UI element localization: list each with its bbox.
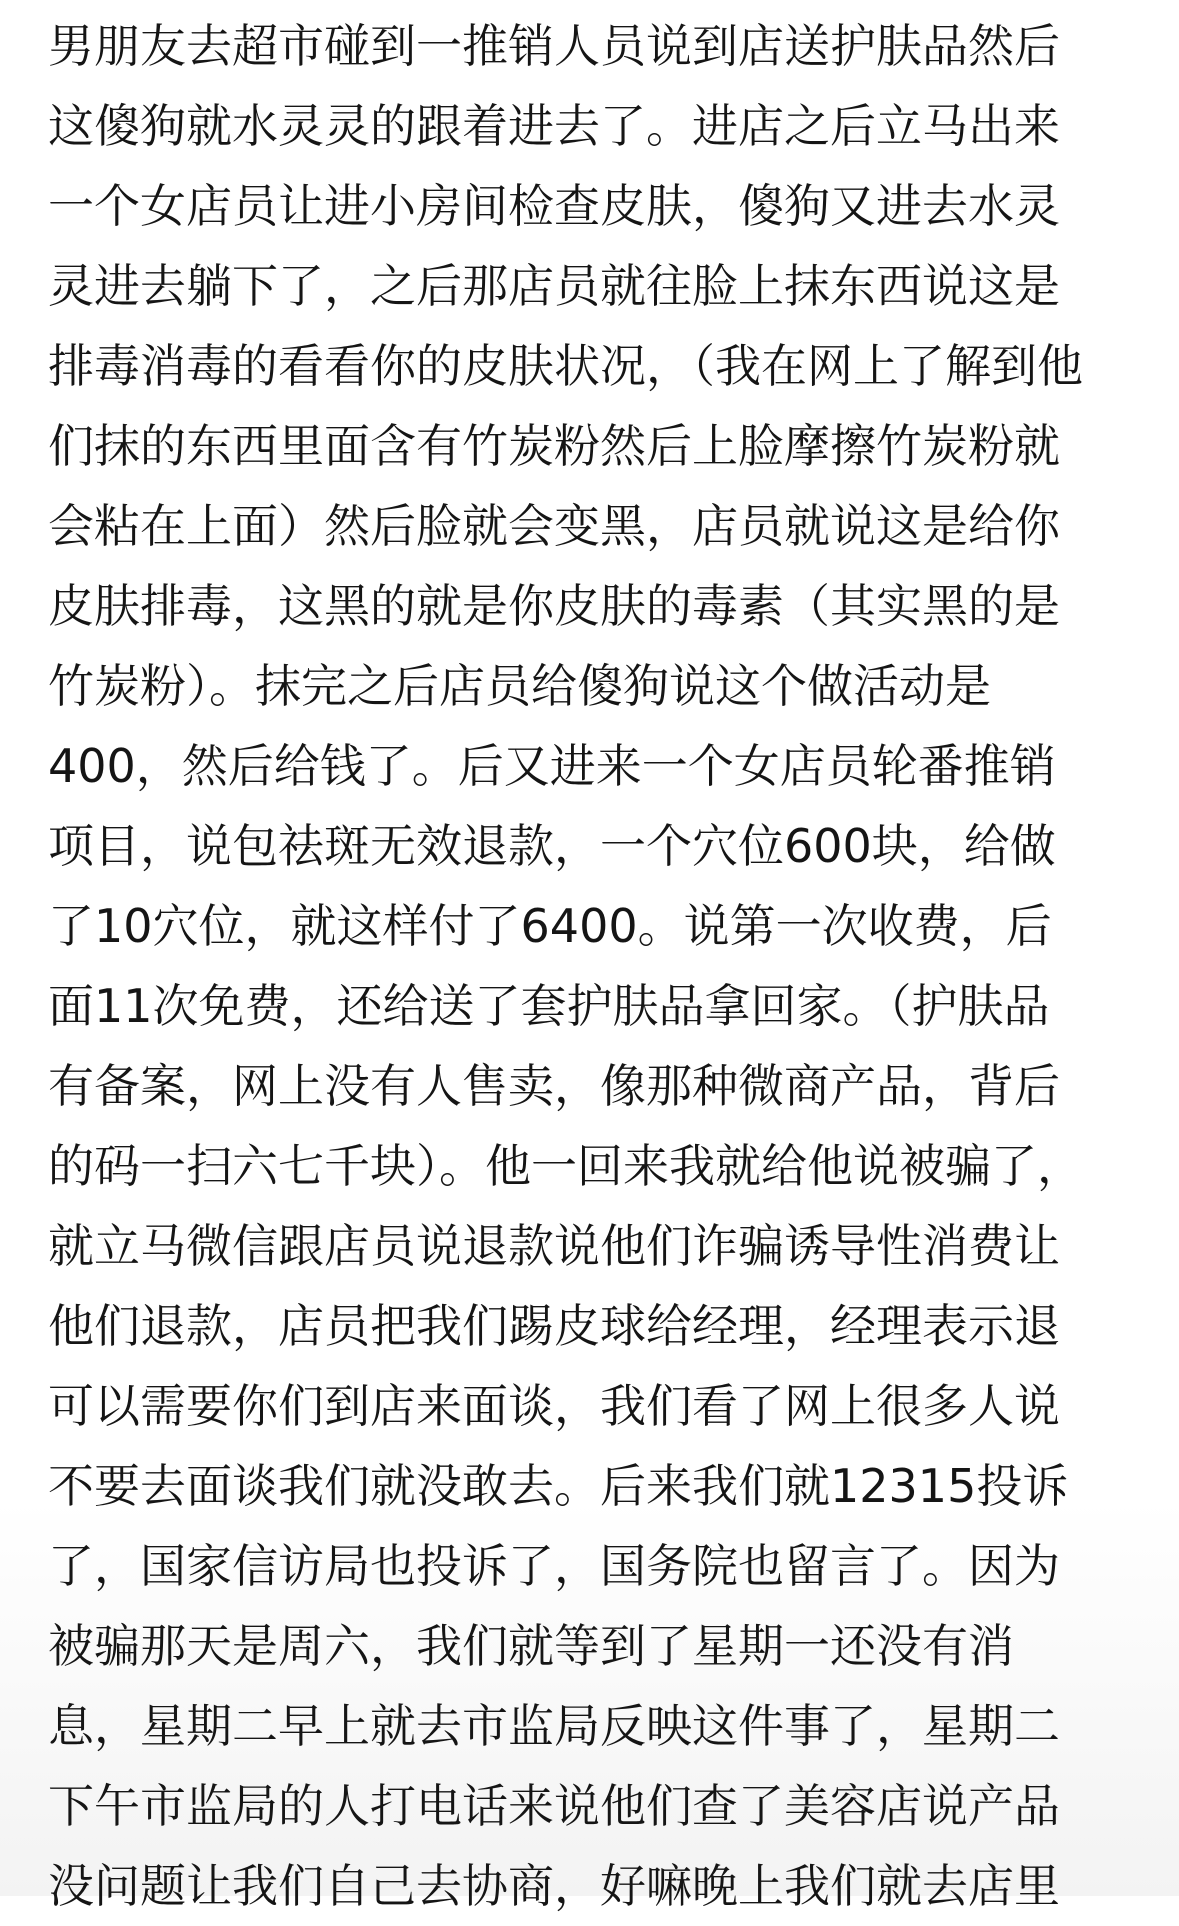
text-line: 皮肤排毒，这黑的就是你皮肤的毒素（其实黑的是 (48, 579, 1060, 633)
text-line: 项目，说包祛斑无效退款，一个穴位600块，给做 (48, 819, 1056, 873)
text-line: 下午市监局的人打电话来说他们查了美容店说产品 (48, 1779, 1060, 1833)
text-line: 的码一扫六七千块）。他一回来我就给他说被骗了， (48, 1139, 1083, 1193)
text-line: 没问题让我们自己去协商，好嘛晚上我们就去店里 (48, 1859, 1060, 1913)
text-line: 有备案，网上没有人售卖，像那种微商产品，背后 (48, 1059, 1060, 1113)
text-line: 就立马微信跟店员说退款说他们诈骗诱导性消费让 (48, 1219, 1060, 1273)
text-line: 排毒消毒的看看你的皮肤状况，（我在网上了解到他 (48, 339, 1083, 393)
text-line: 面11次免费，还给送了套护肤品拿回家。（护肤品 (48, 979, 1050, 1033)
text-line: 息，星期二早上就去市监局反映这件事了，星期二 (48, 1699, 1060, 1753)
text-line: 400，然后给钱了。后又进来一个女店员轮番推销 (48, 739, 1056, 793)
text-line: 男朋友去超市碰到一推销人员说到店送护肤品然后 (48, 19, 1060, 73)
text-line: 可以需要你们到店来面谈，我们看了网上很多人说 (48, 1379, 1060, 1433)
text-line: 一个女店员让进小房间检查皮肤，傻狗又进去水灵 (48, 179, 1060, 233)
text-line: 不要去面谈我们就没敢去。后来我们就12315投诉 (48, 1459, 1069, 1513)
text-line: 会粘在上面）然后脸就会变黑，店员就说这是给你 (48, 499, 1060, 553)
text-line: 们抹的东西里面含有竹炭粉然后上脸摩擦竹炭粉就 (48, 419, 1060, 473)
text-line: 他们退款，店员把我们踢皮球给经理，经理表示退 (48, 1299, 1060, 1353)
text-line: 了10穴位，就这样付了6400。说第一次收费，后 (48, 899, 1052, 953)
text-line: 竹炭粉）。抹完之后店员给傻狗说这个做活动是 (48, 659, 991, 713)
text-line: 被骗那天是周六，我们就等到了星期一还没有消 (48, 1619, 1014, 1673)
post-body-text (48, 6, 1158, 1926)
text-line: 灵进去躺下了，之后那店员就往脸上抹东西说这是 (48, 259, 1060, 313)
text-line: 了，国家信访局也投诉了，国务院也留言了。因为 (48, 1539, 1060, 1593)
text-line: 这傻狗就水灵灵的跟着进去了。进店之后立马出来 (48, 99, 1060, 153)
